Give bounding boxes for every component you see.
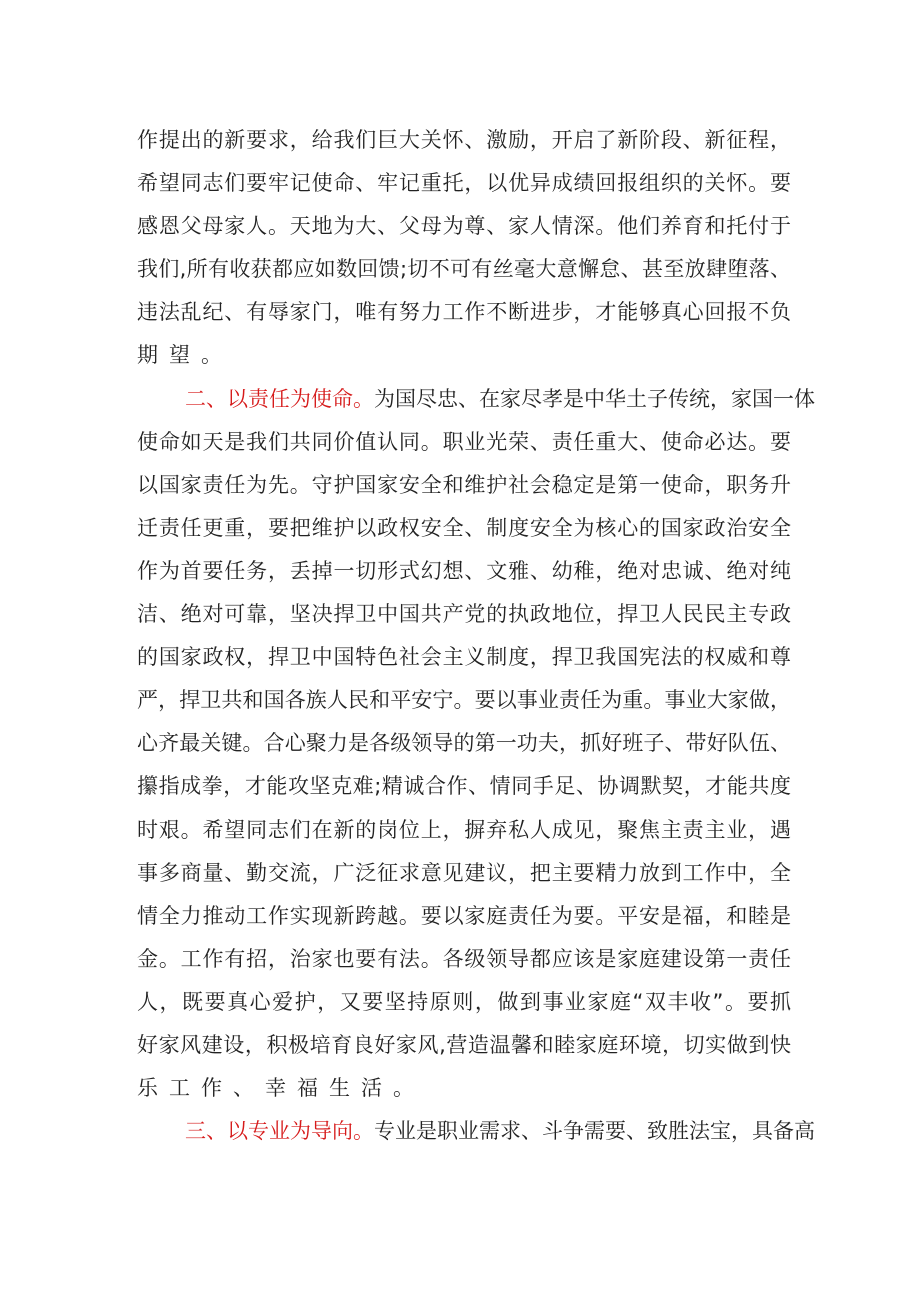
text-line: 使命如天是我们共同价值认同。职业光荣、责任重大、使命必达。要: [137, 429, 791, 454]
text-line: 心齐最关键。合心聚力是各级领导的第一功夫，抓好班子、带好队伍、: [137, 731, 791, 756]
text-line: 乐工作、幸福生活。: [137, 1076, 425, 1101]
text-line: 作提出的新要求，给我们巨大关怀、激励，开启了新阶段、新征程，: [137, 128, 791, 152]
document-page: [137, 123, 815, 1157]
text-line: 洁、绝对可靠，坚决捍卫中国共产党的执政地位，捍卫人民民主专政: [137, 602, 791, 627]
text-line: 情全力推动工作实现新跨越。要以家庭责任为要。平安是福，和睦是: [137, 903, 791, 928]
text-line: 违法乱纪、有辱家门，唯有努力工作不断进步，才能够真心回报不负: [137, 300, 791, 325]
text-line: 我们,所有收获都应如数回馈;切不可有丝毫大意懈怠、甚至放肆堕落、: [137, 257, 791, 282]
paragraph-1: [137, 123, 791, 382]
text-span: 专业是职业需求、斗争需要、致胜法宝，具备高: [374, 1119, 815, 1144]
text-line: [137, 382, 815, 425]
text-line: 希望同志们要牢记使命、牢记重托，以优异成绩回报组织的关怀。要: [137, 171, 791, 196]
text-line: 期望。: [137, 343, 233, 368]
text-line: 作为首要任务，丢掉一切形式幻想、文雅、幼稚，绝对忠诚、绝对纯: [137, 558, 791, 583]
paragraph-2: [137, 382, 815, 1115]
text-line: 迁责任更重，要把维护以政权安全、制度安全为核心的国家政治安全: [137, 515, 791, 540]
text-line: 时艰。希望同志们在新的岗位上，摒弃私人成见，聚焦主责主业，遇: [137, 817, 791, 842]
text-span: 为国尽忠、在家尽孝是中华土子传统，家国一体: [374, 386, 815, 411]
text-line: [137, 1114, 815, 1157]
text-line: 事多商量、勤交流，广泛征求意见建议，把主要精力放到工作中，全: [137, 860, 791, 885]
text-line: 人，既要真心爱护，又要坚持原则，做到事业家庭“双丰收”。要抓: [137, 989, 791, 1014]
text-line: 金。工作有招，治家也要有法。各级领导都应该是家庭建设第一责任: [137, 946, 791, 971]
text-line: 攥指成拳，才能攻坚克难;精诚合作、情同手足、协调默契，才能共度: [137, 774, 791, 799]
section-heading: 三、以专业为导向。: [185, 1119, 374, 1144]
text-line: 的国家政权，捍卫中国特色社会主义制度，捍卫我国宪法的权威和尊: [137, 645, 791, 670]
text-line: 严，捍卫共和国各族人民和平安宁。要以事业责任为重。事业大家做，: [137, 688, 791, 713]
paragraph-3: [137, 1114, 815, 1157]
text-line: 以国家责任为先。守护国家安全和维护社会稳定是第一使命，职务升: [137, 472, 791, 497]
section-heading: 二、以责任为使命。: [185, 386, 374, 411]
text-line: 好家风建设，积极培育良好家风,营造温馨和睦家庭环境，切实做到快: [137, 1032, 791, 1057]
text-line: 感恩父母家人。天地为大、父母为尊、家人情深。他们养育和托付于: [137, 214, 791, 239]
